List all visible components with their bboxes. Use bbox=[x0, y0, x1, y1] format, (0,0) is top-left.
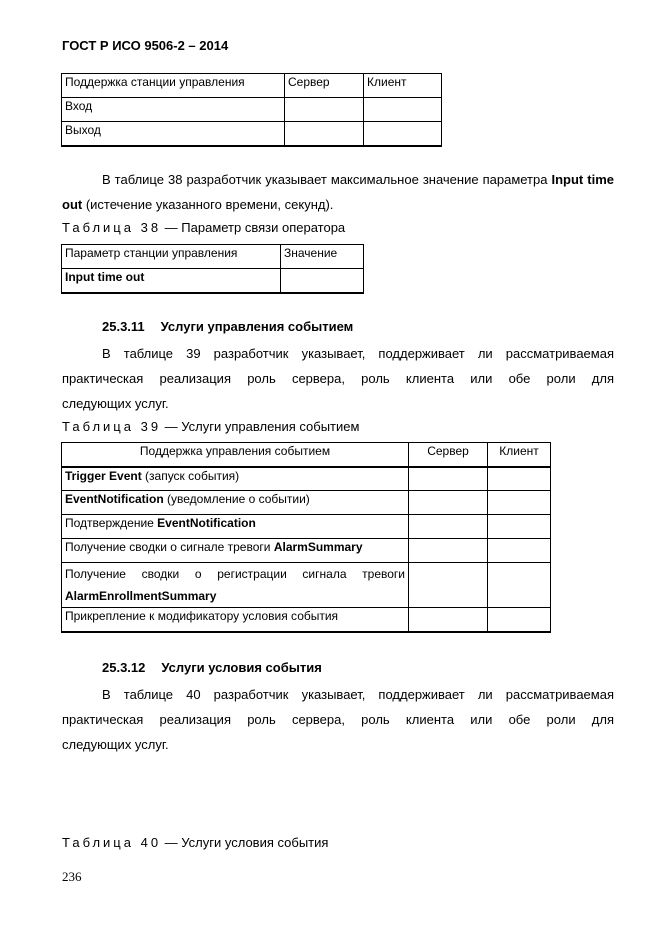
table-header-cell: Сервер bbox=[409, 443, 488, 467]
caption-table-40: Таблица 40 — Услуги условия события bbox=[62, 835, 329, 850]
table-cell bbox=[409, 491, 488, 515]
table-cell: Trigger Event (запуск события) bbox=[62, 467, 409, 491]
page-number: 236 bbox=[62, 869, 82, 884]
table-cell: Выход bbox=[62, 122, 285, 146]
table-header-cell: Параметр станции управления bbox=[62, 245, 281, 269]
table-cell bbox=[364, 122, 442, 146]
table-cell bbox=[488, 491, 551, 515]
table-cell bbox=[488, 515, 551, 539]
table-cell bbox=[409, 467, 488, 491]
document-header: ГОСТ Р ИСО 9506-2 – 2014 bbox=[62, 38, 229, 53]
table-cell: EventNotification (уведомление о событии) bbox=[62, 491, 409, 515]
table-cell bbox=[488, 467, 551, 491]
table-cell bbox=[409, 608, 488, 632]
table-station-support bbox=[61, 73, 442, 147]
paragraph-table-38: В таблице 38 разработчик указывает максимальное значение параметра Input time out (истечение указанного времени, секунд). bbox=[62, 172, 614, 212]
table-cell: Получение сводки о регистрации сигнала тревоги AlarmEnrollmentSummary bbox=[62, 563, 409, 608]
table-cell: Прикрепление к модификатору условия события bbox=[62, 608, 409, 632]
table-cell: Input time out bbox=[62, 269, 281, 293]
section-heading-25-3-12: 25.3.12 Услуги условия события bbox=[102, 660, 322, 675]
paragraph-table-40: В таблице 40 разработчик указывает, поддерживает ли рассматриваемая практическая реализация роль сервера, роль клиента или обе роли для следующих услуг. bbox=[62, 687, 614, 752]
table-cell: Получение сводки о сигнале тревоги AlarmSummary bbox=[62, 539, 409, 563]
table-38 bbox=[61, 244, 364, 294]
table-39 bbox=[61, 442, 551, 633]
section-heading-25-3-11: 25.3.11 Услуги управления событием bbox=[102, 319, 354, 334]
table-header-cell: Поддержка станции управления bbox=[62, 74, 285, 98]
table-cell bbox=[409, 563, 488, 608]
table-header-cell: Клиент bbox=[488, 443, 551, 467]
table-header-cell: Значение bbox=[281, 245, 364, 269]
table-cell bbox=[285, 122, 364, 146]
table-header-cell: Клиент bbox=[364, 74, 442, 98]
table-cell bbox=[409, 515, 488, 539]
table-cell: Подтверждение EventNotification bbox=[62, 515, 409, 539]
table-cell bbox=[285, 98, 364, 122]
table-cell bbox=[488, 539, 551, 563]
table-cell bbox=[409, 539, 488, 563]
table-cell bbox=[364, 98, 442, 122]
table-cell bbox=[488, 608, 551, 632]
table-cell bbox=[281, 269, 364, 293]
caption-table-39: Таблица 39 — Услуги управления событием bbox=[62, 419, 360, 434]
table-cell bbox=[488, 563, 551, 608]
table-cell: Вход bbox=[62, 98, 285, 122]
paragraph-table-39: В таблице 39 разработчик указывает, поддерживает ли рассматриваемая практическая реализация роль сервера, роль клиента или обе роли для следующих услуг. bbox=[62, 346, 614, 411]
table-header-cell: Сервер bbox=[285, 74, 364, 98]
caption-table-38: Таблица 38 — Параметр связи оператора bbox=[62, 220, 346, 235]
table-header-cell: Поддержка управления событием bbox=[62, 443, 409, 467]
